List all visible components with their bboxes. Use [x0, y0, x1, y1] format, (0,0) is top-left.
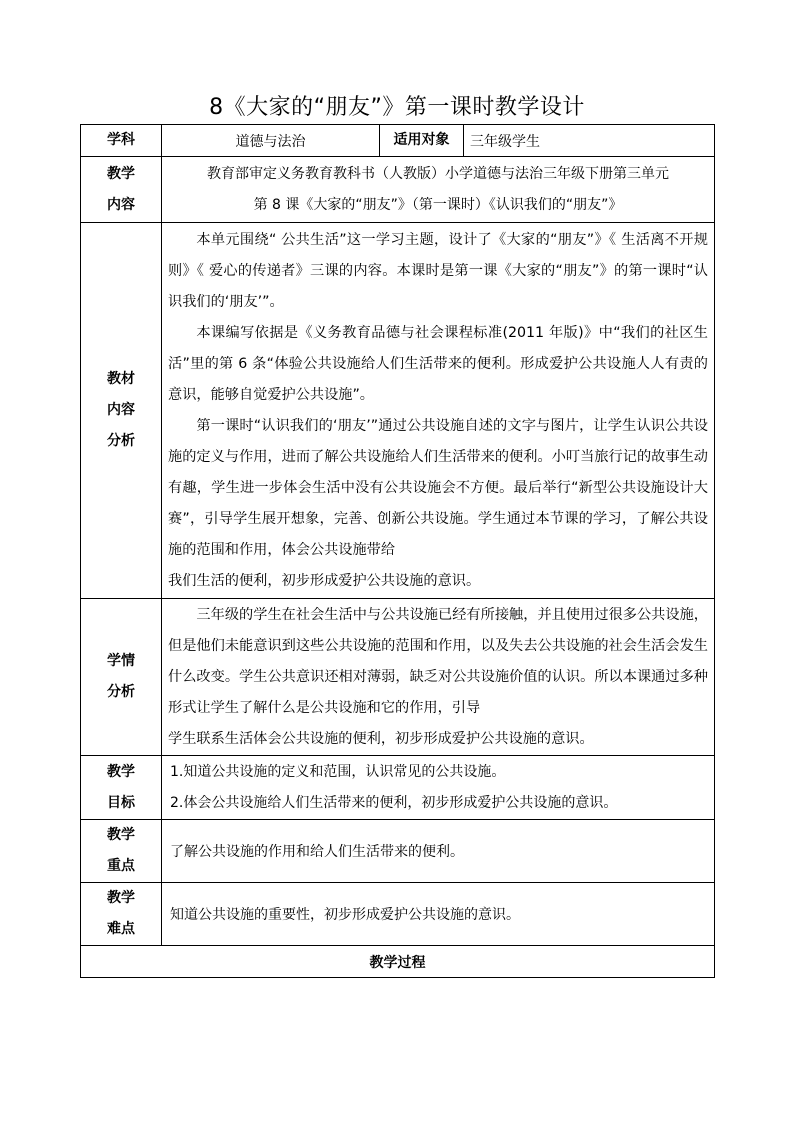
label-line: 教学: [107, 827, 135, 843]
paragraph: 我们生活的便利，初步形成爱护公共设施的意识。: [168, 572, 481, 589]
paragraph: 三年级的学生在社会生活中与公共设施已经有所接触，并且使用过很多公共设施，但是他们未能意识到这些公共设施的范围和作用，以及失去公共设施的社会生活会发生什么改变。学生公共意识还相对薄弱，缺乏对公共设施价值的认识。所以本课通过多种形式让学生了解什么是公共设施和它的作用，引导: [168, 606, 708, 716]
content-line: 第 8 课《大家的“朋友”》（第一课时）《认识我们的“朋友”》: [253, 196, 623, 213]
paragraph: 本单元围绕“ 公共生活”这一学习主题，设计了《大家的“朋友”》《 生活离不开规则》《 爱心的传递者》三课的内容。本课时是第一课《大家的“朋友”》的第一课时“认识我们的‘朋友’”。: [168, 231, 708, 310]
document-title: 8《大家的“朋友”》第一课时教学设计: [209, 95, 585, 120]
subject-label: 学科: [81, 125, 162, 157]
target-label: 适用对象: [380, 125, 464, 157]
target-value: 三年级学生: [464, 125, 715, 157]
difficulties-text: 知道公共设施的重要性，初步形成爱护公共设施的意识。: [162, 883, 715, 946]
student-analysis-row: [81, 599, 715, 756]
material-analysis-label: [81, 223, 162, 599]
label-line: 内容: [107, 402, 135, 418]
label-line: 重点: [107, 858, 135, 874]
difficulties-label: [81, 883, 162, 946]
teaching-content-value: [162, 157, 715, 223]
student-analysis-label: [81, 599, 162, 756]
teaching-content-label: [81, 157, 162, 223]
process-heading: 教学过程: [81, 946, 715, 978]
paragraph: 本课编写依据是《义务教育品德与社会课程标准(2011 年版)》中“我们的社区生活”里的第 6 条“体验公共设施给人们生活带来的便利。形成爱护公共设施人人有责的意识，能够自觉爱护公共设施”。: [168, 324, 708, 403]
teaching-goals-row: [81, 756, 715, 820]
material-analysis-text: [162, 223, 715, 599]
label-line: 内容: [107, 196, 135, 213]
subject-value: 道德与法治: [162, 125, 380, 157]
key-points-text: 了解公共设施的作用和给人们生活带来的便利。: [162, 820, 715, 883]
label-line: 教学: [107, 165, 135, 182]
paragraph: 学生联系生活体会公共设施的便利，初步形成爱护公共设施的意识。: [168, 730, 594, 747]
key-points-row: [81, 820, 715, 883]
goal-item: 1.知道公共设施的定义和范围，认识常见的公共设施。: [170, 763, 506, 780]
difficulties-row: [81, 883, 715, 946]
label-line: 教材: [107, 371, 135, 387]
teaching-goals-label: [81, 756, 162, 820]
goal-item: 2.体会公共设施给人们生活带来的便利，初步形成爱护公共设施的意识。: [170, 794, 618, 811]
header-row: [81, 125, 715, 157]
label-line: 分析: [107, 433, 135, 449]
label-line: 目标: [107, 794, 135, 811]
label-line: 难点: [107, 921, 135, 937]
teaching-content-row: [81, 157, 715, 223]
lesson-plan-table: [80, 124, 715, 978]
student-analysis-text: [162, 599, 715, 756]
process-row: [81, 946, 715, 978]
label-line: 教学: [107, 890, 135, 906]
material-analysis-row: [81, 223, 715, 599]
label-line: 教学: [107, 763, 135, 780]
teaching-goals-list: [162, 756, 715, 820]
label-line: 学情: [107, 653, 135, 669]
key-points-label: [81, 820, 162, 883]
paragraph: 第一课时“认识我们的‘朋友’”通过公共设施自述的文字与图片，让学生认识公共设施的定义与作用，进而了解公共设施给人们生活带来的便利。小叮当旅行记的故事生动有趣，学生进一步体会生活中没有公共设施会不方便。最后举行“新型公共设施设计大赛”，引导学生展开想象，完善、创新公共设施。学生通过本节课的学习，了解公共设施的范围和作用，体会公共设施带给: [168, 417, 708, 558]
label-line: 分析: [107, 684, 135, 700]
content-line: 教育部审定义务教育教科书（人教版）小学道德与法治三年级下册第三单元: [207, 165, 669, 182]
